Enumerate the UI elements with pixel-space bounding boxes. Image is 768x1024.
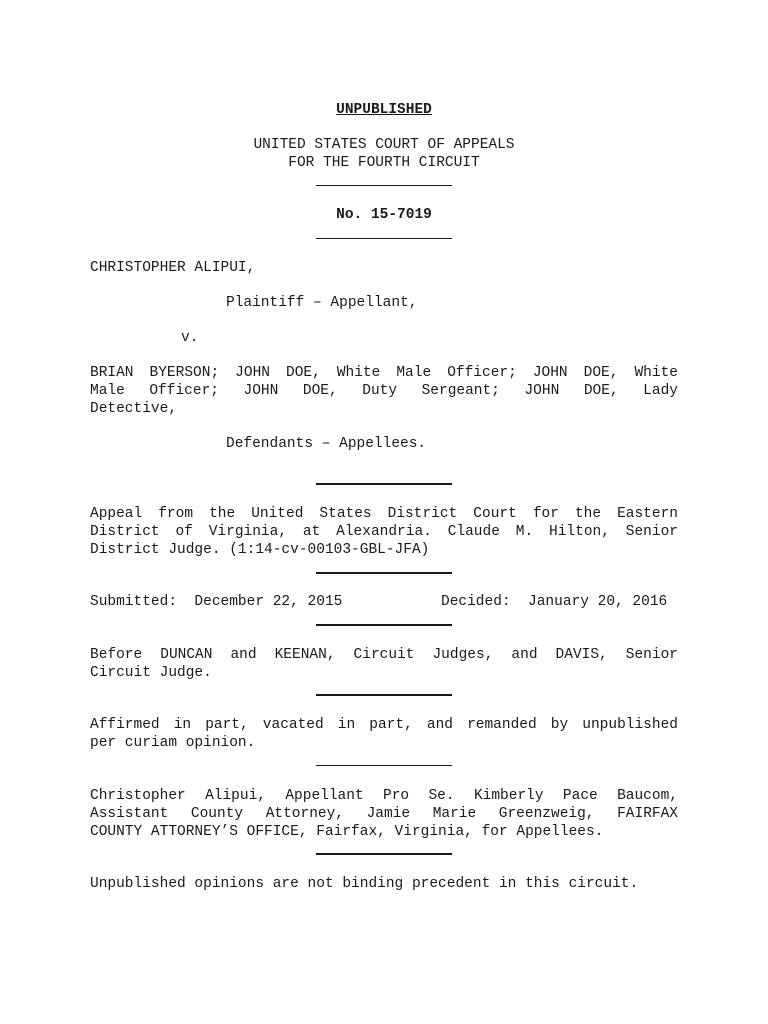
case-number: No. 15-7019 — [336, 207, 432, 223]
divider-rule — [316, 483, 452, 485]
divider-rule — [316, 853, 452, 855]
panel-line: Circuit Judge. — [90, 665, 212, 681]
appeal-line: Appeal from the United States District Court for the Eastern — [90, 506, 678, 522]
disposition-line: Affirmed in part, vacated in part, and remanded by unpublished — [90, 717, 678, 733]
counsel-line: COUNTY ATTORNEY’S OFFICE, Fairfax, Virginia, for Appellees. — [90, 824, 604, 840]
counsel-paragraph — [90, 787, 678, 841]
divider-rule — [316, 185, 452, 186]
defendants-line: Male Officer; JOHN DOE, Duty Sergeant; JOHN DOE, Lady — [90, 383, 678, 399]
unpublished-heading: UNPUBLISHED — [336, 102, 432, 118]
appeal-line: District of Virginia, at Alexandria. Claude M. Hilton, Senior — [90, 524, 678, 540]
versus: v. — [181, 330, 199, 346]
defendants-line: Detective, — [90, 401, 178, 417]
appeal-line: District Judge. (1:14-cv-00103-GBL-JFA) — [90, 542, 430, 558]
decided-date: Decided: January 20, 2016 — [441, 594, 668, 610]
defendants-list — [90, 364, 678, 418]
defendants-line: BRIAN BYERSON; JOHN DOE, White Male Officer; JOHN DOE, White — [90, 365, 678, 381]
court-name-line1: UNITED STATES COURT OF APPEALS — [253, 137, 515, 153]
divider-rule — [316, 765, 452, 766]
precedent-notice: Unpublished opinions are not binding precedent in this circuit. — [90, 876, 639, 892]
disposition-paragraph — [90, 716, 678, 752]
court-name-line2: FOR THE FOURTH CIRCUIT — [288, 155, 480, 171]
plaintiff-name: CHRISTOPHER ALIPUI, — [90, 260, 256, 276]
divider-rule — [316, 238, 452, 239]
panel-line: Before DUNCAN and KEENAN, Circuit Judges, and DAVIS, Senior — [90, 647, 678, 663]
divider-rule — [316, 572, 452, 574]
panel-paragraph — [90, 646, 678, 682]
divider-rule — [316, 694, 452, 696]
counsel-line: Christopher Alipui, Appellant Pro Se. Kimberly Pace Baucom, — [90, 788, 678, 804]
disposition-line: per curiam opinion. — [90, 735, 256, 751]
counsel-line: Assistant County Attorney, Jamie Marie Greenzweig, FAIRFAX — [90, 806, 678, 822]
submitted-date: Submitted: December 22, 2015 — [90, 594, 343, 610]
defendants-role: Defendants – Appellees. — [226, 436, 427, 452]
divider-rule — [316, 624, 452, 626]
plaintiff-role: Plaintiff – Appellant, — [226, 295, 418, 311]
appeal-paragraph — [90, 505, 678, 559]
